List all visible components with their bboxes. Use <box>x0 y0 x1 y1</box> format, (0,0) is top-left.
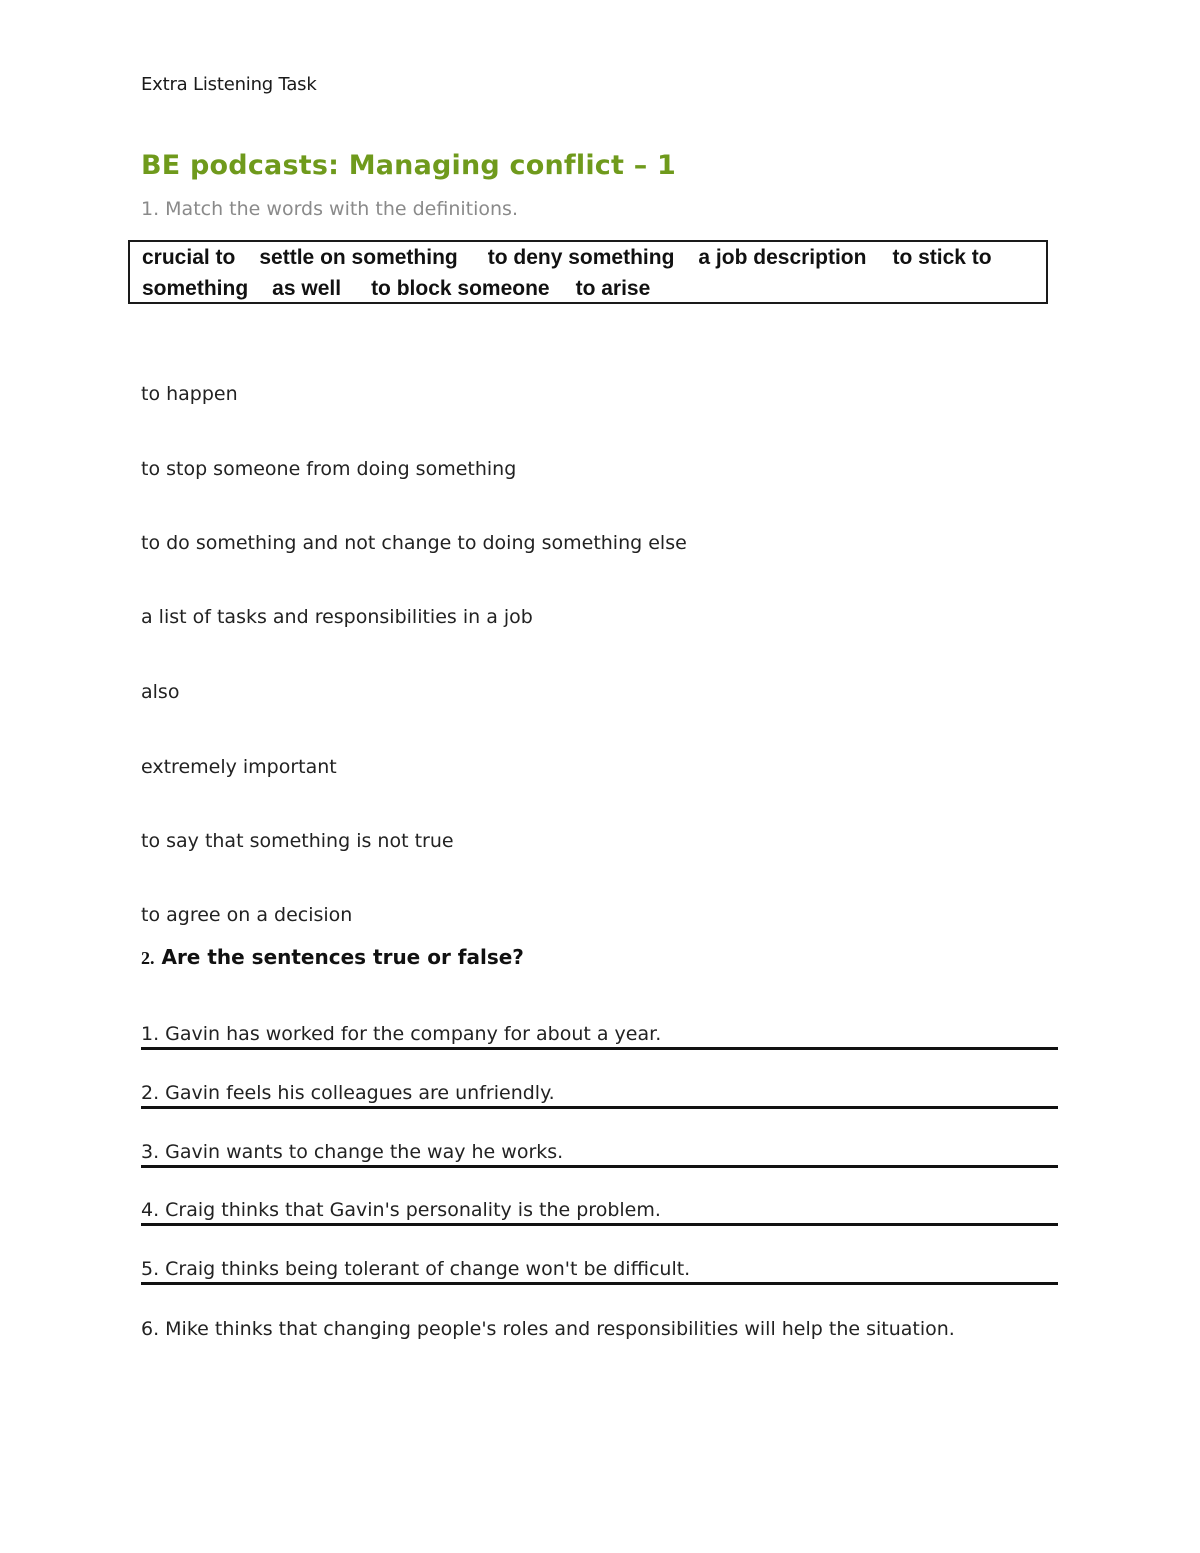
answer-line <box>141 1223 1058 1226</box>
true-false-statement: 4. Craig thinks that Gavin's personality is the problem. <box>141 1199 661 1221</box>
exercise-2-number: 2. <box>141 948 155 968</box>
true-false-item <box>141 1199 1058 1225</box>
true-false-item <box>141 1258 1058 1284</box>
word-crucial-to: crucial to <box>142 246 236 269</box>
definition-item: to happen <box>141 383 238 405</box>
word-settle-on-something: settle on something <box>259 246 458 269</box>
word-something: something <box>142 277 249 300</box>
document-title: BE podcasts: Managing conflict – 1 <box>141 150 676 181</box>
word-a-job-description: a job description <box>698 246 867 269</box>
definition-item: to say that something is not true <box>141 830 454 852</box>
word-box-line-1 <box>142 246 992 270</box>
definition-item: also <box>141 681 180 703</box>
word-to-stick-to: to stick to <box>892 246 992 269</box>
exercise-2-heading <box>141 945 524 969</box>
exercise-1-instruction: 1. Match the words with the definitions. <box>141 198 518 220</box>
answer-line <box>141 1106 1058 1109</box>
definition-item: to agree on a decision <box>141 904 353 926</box>
true-false-item <box>141 1318 1058 1344</box>
answer-line <box>141 1047 1058 1050</box>
true-false-statement: 6. Mike thinks that changing people's roles and responsibilities will help the situation. <box>141 1318 955 1340</box>
answer-line <box>141 1165 1058 1168</box>
header-label: Extra Listening Task <box>141 74 317 95</box>
definition-item: to stop someone from doing something <box>141 458 517 480</box>
definition-item: extremely important <box>141 756 337 778</box>
true-false-item <box>141 1082 1058 1108</box>
word-box <box>128 240 1048 304</box>
true-false-statement: 3. Gavin wants to change the way he works. <box>141 1141 564 1163</box>
definition-item: to do something and not change to doing something else <box>141 532 687 554</box>
exercise-2-heading-text: Are the sentences true or false? <box>161 945 524 969</box>
true-false-item <box>141 1141 1058 1167</box>
answer-line <box>141 1282 1058 1285</box>
word-box-line-2 <box>142 277 650 301</box>
true-false-item <box>141 1023 1058 1049</box>
word-to-block-someone: to block someone <box>371 277 550 300</box>
true-false-statement: 1. Gavin has worked for the company for about a year. <box>141 1023 662 1045</box>
word-as-well: as well <box>272 277 342 300</box>
word-to-deny-something: to deny something <box>487 246 675 269</box>
true-false-statement: 5. Craig thinks being tolerant of change won't be difficult. <box>141 1258 691 1280</box>
word-to-arise: to arise <box>575 277 651 300</box>
true-false-statement: 2. Gavin feels his colleagues are unfriendly. <box>141 1082 555 1104</box>
definition-item: a list of tasks and responsibilities in a job <box>141 606 533 628</box>
